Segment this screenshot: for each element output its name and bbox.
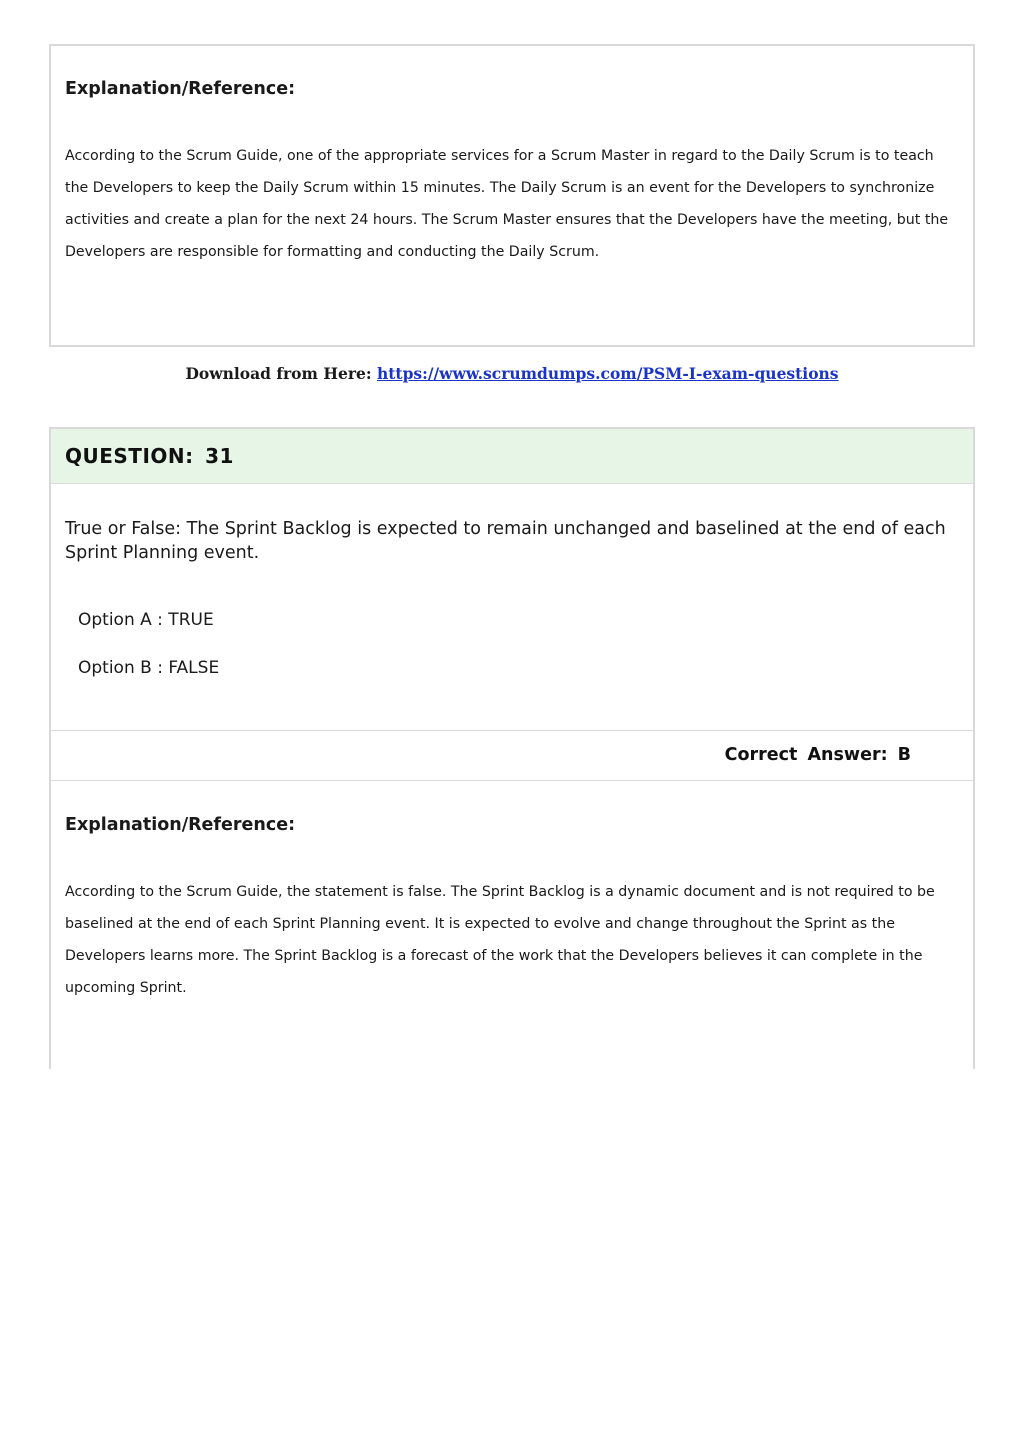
download-line <box>0 364 1024 383</box>
question-explanation-title: Explanation/Reference: <box>65 815 296 835</box>
explanation-title: Explanation/Reference: <box>65 79 296 99</box>
question-number: QUESTION: 31 <box>65 444 234 468</box>
answer-row <box>51 730 973 781</box>
option-a: Option A : TRUE <box>78 610 214 630</box>
correct-answer: Correct Answer: B <box>724 745 911 765</box>
previous-question-explanation-box <box>49 44 975 347</box>
question-box <box>49 427 975 1069</box>
question-explanation-text: According to the Scrum Guide, the statement is false. The Sprint Backlog is a dynamic document and is not required to be baselined at the end of each Sprint Planning event. It is expected to evolve and change throughout the Sprint as the Developers learns more. The Sprint Backlog is a forecast of the work that the Developers believes it can complete in the upcoming Sprint. <box>65 884 935 996</box>
question-text: True or False: The Sprint Backlog is expected to remain unchanged and baselined at the end of each Sprint Planning event. <box>65 519 946 563</box>
download-link[interactable]: https://www.scrumdumps.com/PSM-I-exam-questions <box>376 364 839 383</box>
download-label: Download from Here: <box>185 364 372 383</box>
explanation-text: According to the Scrum Guide, one of the appropriate services for a Scrum Master in regard to the Daily Scrum is to teach the Developers to keep the Daily Scrum within 15 minutes. The Daily Scrum is an event for the Developers to synchronize activities and create a plan for the next 24 hours. The Scrum Master ensures that the Developers have the meeting, but the Developers are responsible for formatting and conducting the Daily Scrum. <box>65 148 949 260</box>
option-b: Option B : FALSE <box>78 658 220 678</box>
question-header <box>51 429 973 484</box>
